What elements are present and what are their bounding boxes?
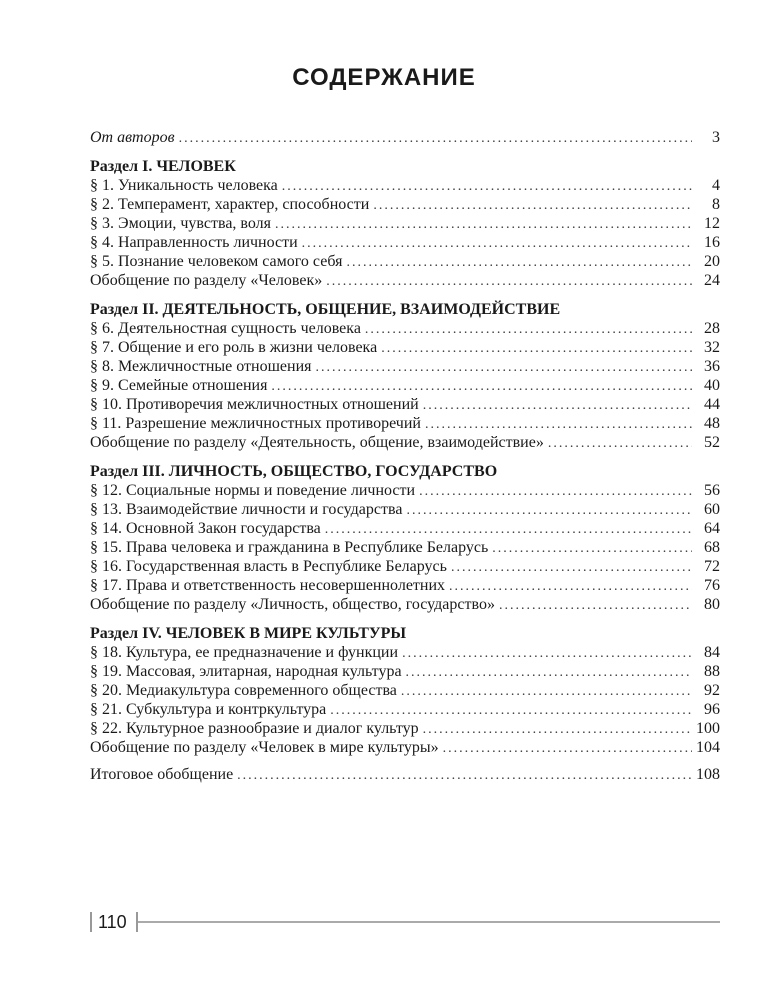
toc-entry[interactable] — [90, 643, 720, 662]
dot-leader — [406, 501, 692, 520]
toc-entry-title: § 6. Деятельностная сущность человека — [90, 320, 361, 337]
dot-leader — [346, 253, 692, 272]
dot-leader — [401, 682, 692, 701]
toc-entry[interactable] — [90, 338, 720, 357]
footer-bar — [90, 912, 92, 932]
toc-entry-title: § 11. Разрешение межличностных противоречий — [90, 415, 421, 432]
toc-section — [90, 624, 720, 757]
dot-leader — [423, 720, 692, 739]
toc-entry-title: § 22. Культурное разнообразие и диалог культур — [90, 720, 419, 737]
toc-entry-title: § 12. Социальные нормы и поведение личности — [90, 482, 416, 499]
toc-entry[interactable] — [90, 271, 720, 290]
dot-leader — [302, 234, 692, 253]
toc-entry-title: § 2. Темперамент, характер, способности — [90, 196, 370, 213]
toc-entry[interactable] — [90, 481, 720, 500]
dot-leader — [330, 701, 692, 720]
dot-leader — [406, 663, 692, 682]
toc-entry[interactable] — [90, 376, 720, 395]
dot-leader — [237, 766, 692, 785]
toc-entry-page: 88 — [704, 663, 720, 680]
toc-entry[interactable] — [90, 738, 720, 757]
toc-entry-page: 40 — [704, 377, 720, 394]
dot-leader — [425, 415, 692, 434]
toc-entry-intro[interactable] — [90, 128, 720, 147]
dot-leader — [443, 739, 692, 758]
toc-entry[interactable] — [90, 519, 720, 538]
toc-entry-final[interactable] — [90, 765, 720, 784]
toc-entry-title: Обобщение по разделу «Личность, общество, государство» — [90, 596, 495, 613]
dot-leader — [449, 577, 692, 596]
toc-entry[interactable] — [90, 414, 720, 433]
section-heading: Раздел III. ЛИЧНОСТЬ, ОБЩЕСТВО, ГОСУДАРСТВО — [90, 463, 498, 480]
toc-entry[interactable] — [90, 538, 720, 557]
toc-entry-page: 84 — [704, 644, 720, 661]
toc-entry[interactable] — [90, 433, 720, 452]
dot-leader — [315, 358, 692, 377]
toc-entry[interactable] — [90, 233, 720, 252]
toc-entry-page: 24 — [704, 272, 720, 289]
toc-entry-title: § 10. Противоречия межличностных отношений — [90, 396, 419, 413]
toc-entry[interactable] — [90, 195, 720, 214]
dot-leader — [271, 377, 692, 396]
toc-entry-title: § 18. Культура, ее предназначение и функции — [90, 644, 399, 661]
toc-entry-page: 76 — [704, 577, 720, 594]
toc-entry-title: § 20. Медиакультура современного общества — [90, 682, 397, 699]
toc-entry-page: 104 — [696, 739, 720, 756]
dot-leader — [365, 320, 692, 339]
toc-entry-title: § 7. Общение и его роль в жизни человека — [90, 339, 378, 356]
toc-entry[interactable] — [90, 500, 720, 519]
toc-entry-page: 52 — [704, 434, 720, 451]
toc-entry-page: 68 — [704, 539, 720, 556]
page-number: 110 — [98, 912, 127, 932]
dot-leader — [381, 339, 692, 358]
toc-entry-page: 44 — [704, 396, 720, 413]
toc-entry-page: 20 — [704, 253, 720, 270]
toc-entry-title: § 3. Эмоции, чувства, воля — [90, 215, 271, 232]
dot-leader — [423, 396, 692, 415]
toc-entry-page: 4 — [712, 177, 720, 194]
dot-leader — [492, 539, 692, 558]
page-title: СОДЕРЖАНИЕ — [292, 64, 476, 91]
section-heading: Раздел IV. ЧЕЛОВЕК В МИРЕ КУЛЬТУРЫ — [90, 625, 407, 642]
toc-entry-title: § 14. Основной Закон государства — [90, 520, 321, 537]
toc-entry-title: § 16. Государственная власть в Республике Беларусь — [90, 558, 447, 575]
toc-entry[interactable] — [90, 357, 720, 376]
toc-entry-title: Обобщение по разделу «Деятельность, общение, взаимодействие» — [90, 434, 544, 451]
toc-entry[interactable] — [90, 662, 720, 681]
toc-entry-title: § 19. Массовая, элитарная, народная культура — [90, 663, 402, 680]
section-heading: Раздел I. ЧЕЛОВЕК — [90, 158, 236, 175]
toc-entry-page: 32 — [704, 339, 720, 356]
toc-entry[interactable] — [90, 681, 720, 700]
toc-entry[interactable] — [90, 719, 720, 738]
toc-entry-page: 12 — [704, 215, 720, 232]
toc-entry[interactable] — [90, 557, 720, 576]
toc-entry-page: 8 — [712, 196, 720, 213]
toc-entry-title: § 8. Межличностные отношения — [90, 358, 312, 375]
dot-leader — [419, 482, 692, 501]
toc-entry-title: § 4. Направленность личности — [90, 234, 298, 251]
dot-leader — [275, 215, 692, 234]
toc-entry[interactable] — [90, 595, 720, 614]
toc-entry-page: 3 — [712, 129, 720, 146]
toc-entry-title: Обобщение по разделу «Человек в мире культуры» — [90, 739, 439, 756]
page-footer — [90, 910, 720, 934]
dot-leader — [179, 129, 692, 148]
toc-section — [90, 462, 720, 614]
dot-leader — [325, 520, 692, 539]
dot-leader — [373, 196, 692, 215]
toc-entry-title: § 9. Семейные отношения — [90, 377, 268, 394]
table-of-contents — [90, 128, 720, 784]
toc-entry-page: 96 — [704, 701, 720, 718]
toc-entry-title: § 15. Права человека и гражданина в Республике Беларусь — [90, 539, 489, 556]
toc-entry-page: 36 — [704, 358, 720, 375]
toc-entry[interactable] — [90, 576, 720, 595]
toc-entry-title: От авторов — [90, 129, 175, 146]
toc-entry-title: § 5. Познание человеком самого себя — [90, 253, 343, 270]
toc-entry-title: § 17. Права и ответственность несовершеннолетних — [90, 577, 446, 594]
footer-rule — [138, 921, 720, 923]
toc-section — [90, 157, 720, 290]
toc-entry-page: 100 — [696, 720, 720, 737]
toc-entry-title: § 1. Уникальность человека — [90, 177, 278, 194]
toc-entry-page: 28 — [704, 320, 720, 337]
toc-entry[interactable] — [90, 700, 720, 719]
toc-entry-page: 92 — [704, 682, 720, 699]
toc-entry-title: Обобщение по разделу «Человек» — [90, 272, 323, 289]
dot-leader — [451, 558, 692, 577]
toc-entry[interactable] — [90, 319, 720, 338]
dot-leader — [499, 596, 692, 615]
toc-entry-page: 48 — [704, 415, 720, 432]
section-heading: Раздел II. ДЕЯТЕЛЬНОСТЬ, ОБЩЕНИЕ, ВЗАИМОДЕЙСТВИЕ — [90, 301, 561, 318]
toc-entry-title: § 13. Взаимодействие личности и государства — [90, 501, 403, 518]
toc-entry[interactable] — [90, 214, 720, 233]
toc-section — [90, 300, 720, 452]
toc-entry-page: 60 — [704, 501, 720, 518]
toc-entry-title: § 21. Субкультура и контркультура — [90, 701, 327, 718]
toc-entry-page: 108 — [696, 766, 720, 783]
toc-entry[interactable] — [90, 252, 720, 271]
dot-leader — [548, 434, 692, 453]
toc-entry-page: 80 — [704, 596, 720, 613]
toc-entry[interactable] — [90, 395, 720, 414]
dot-leader — [402, 644, 692, 663]
toc-entry-title: Итоговое обобщение — [90, 766, 234, 783]
toc-entry-page: 72 — [704, 558, 720, 575]
dot-leader — [282, 177, 692, 196]
toc-entry-page: 64 — [704, 520, 720, 537]
toc-entry-page: 56 — [704, 482, 720, 499]
toc-entry-page: 16 — [704, 234, 720, 251]
dot-leader — [326, 272, 692, 291]
toc-entry[interactable] — [90, 176, 720, 195]
